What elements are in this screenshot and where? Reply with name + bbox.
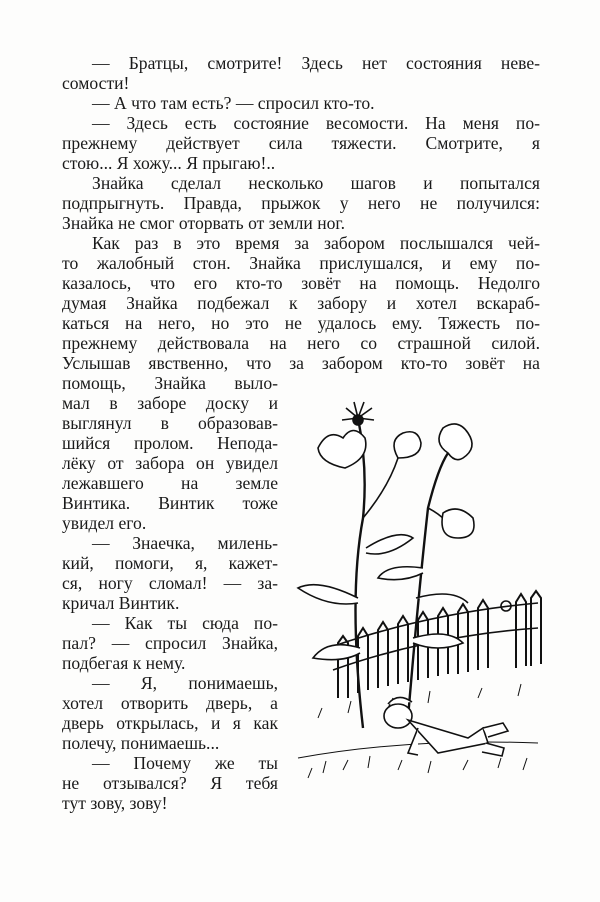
text-line: Знайка не смог оторвать от земли ног. — [62, 213, 346, 233]
text-line: кий, помоги, я, кажет- — [62, 553, 278, 573]
text-line: — Как ты сюда по- — [92, 613, 278, 633]
text-line: выглянул в образовав- — [62, 413, 278, 433]
text-line: — Братцы, смотрите! Здесь нет состояния неве- — [92, 53, 540, 73]
text-line: лёку от забора он увидел — [62, 453, 278, 473]
text-line: думая Знайка подбежал к забору и хотел вскараб- — [62, 293, 540, 313]
text-line: прежнему действует сила тяжести. Смотрите, я — [62, 133, 540, 153]
text-line: кричал Винтик. — [62, 593, 180, 613]
text-line: мал в заборе доску и — [62, 393, 278, 413]
text-line: то жалобный стон. Знайка прислушался, и ему по- — [62, 253, 540, 273]
text-line: Знайка сделал несколько шагов и попытался — [92, 173, 540, 193]
text-line: — Почему же ты — [92, 753, 278, 773]
text-line: подбегая к нему. — [62, 653, 186, 673]
text-line: казалось, что его кто-то зовёт на помощь. Недолго — [62, 273, 540, 293]
text-line: хотел отворить дверь, а — [62, 693, 278, 713]
text-line: ся, ногу сломал! — за- — [62, 573, 278, 593]
text-line: Как раз в это время за забором послышался чей- — [92, 233, 540, 253]
text-line: Винтика. Винтик тоже — [62, 493, 278, 513]
text-line: не отзывался? Я тебя — [62, 773, 278, 793]
text-line: — Я, понимаешь, — [92, 673, 278, 693]
text-line: сомости! — [62, 73, 130, 93]
text-line: тут зову, зову! — [62, 793, 168, 813]
text-line: шийся пролом. Непода- — [62, 433, 278, 453]
text-line: лежавшего на земле — [62, 473, 278, 493]
text-line: помощь, Знайка выло- — [62, 373, 278, 393]
text-line: подпрыгнуть. Правда, прыжок у него не получился: — [62, 193, 540, 213]
text-line: дверь открылась, и я как — [62, 713, 278, 733]
text-line: — А что там есть? — спросил кто-то. — [92, 93, 375, 113]
text-line: — Здесь есть состояние весомости. На меня по- — [92, 113, 540, 133]
text-line: — Знаечка, милень- — [92, 533, 278, 553]
text-line: Услышав явственно, что за забором кто-то зовёт на — [62, 353, 540, 373]
text-line: пал? — спросил Знайка, — [62, 633, 278, 653]
text-line: увидел его. — [62, 513, 147, 533]
text-line: прежнему действовала на него со страшной силой. — [62, 333, 540, 353]
illustration-flowers-fence-vintik — [288, 398, 544, 793]
text-line: каться на него, но это не удалось ему. Тяжесть по- — [62, 313, 540, 333]
text-line: полечу, понимаешь... — [62, 733, 220, 753]
text-line: стою... Я хожу... Я прыгаю!.. — [62, 153, 276, 173]
